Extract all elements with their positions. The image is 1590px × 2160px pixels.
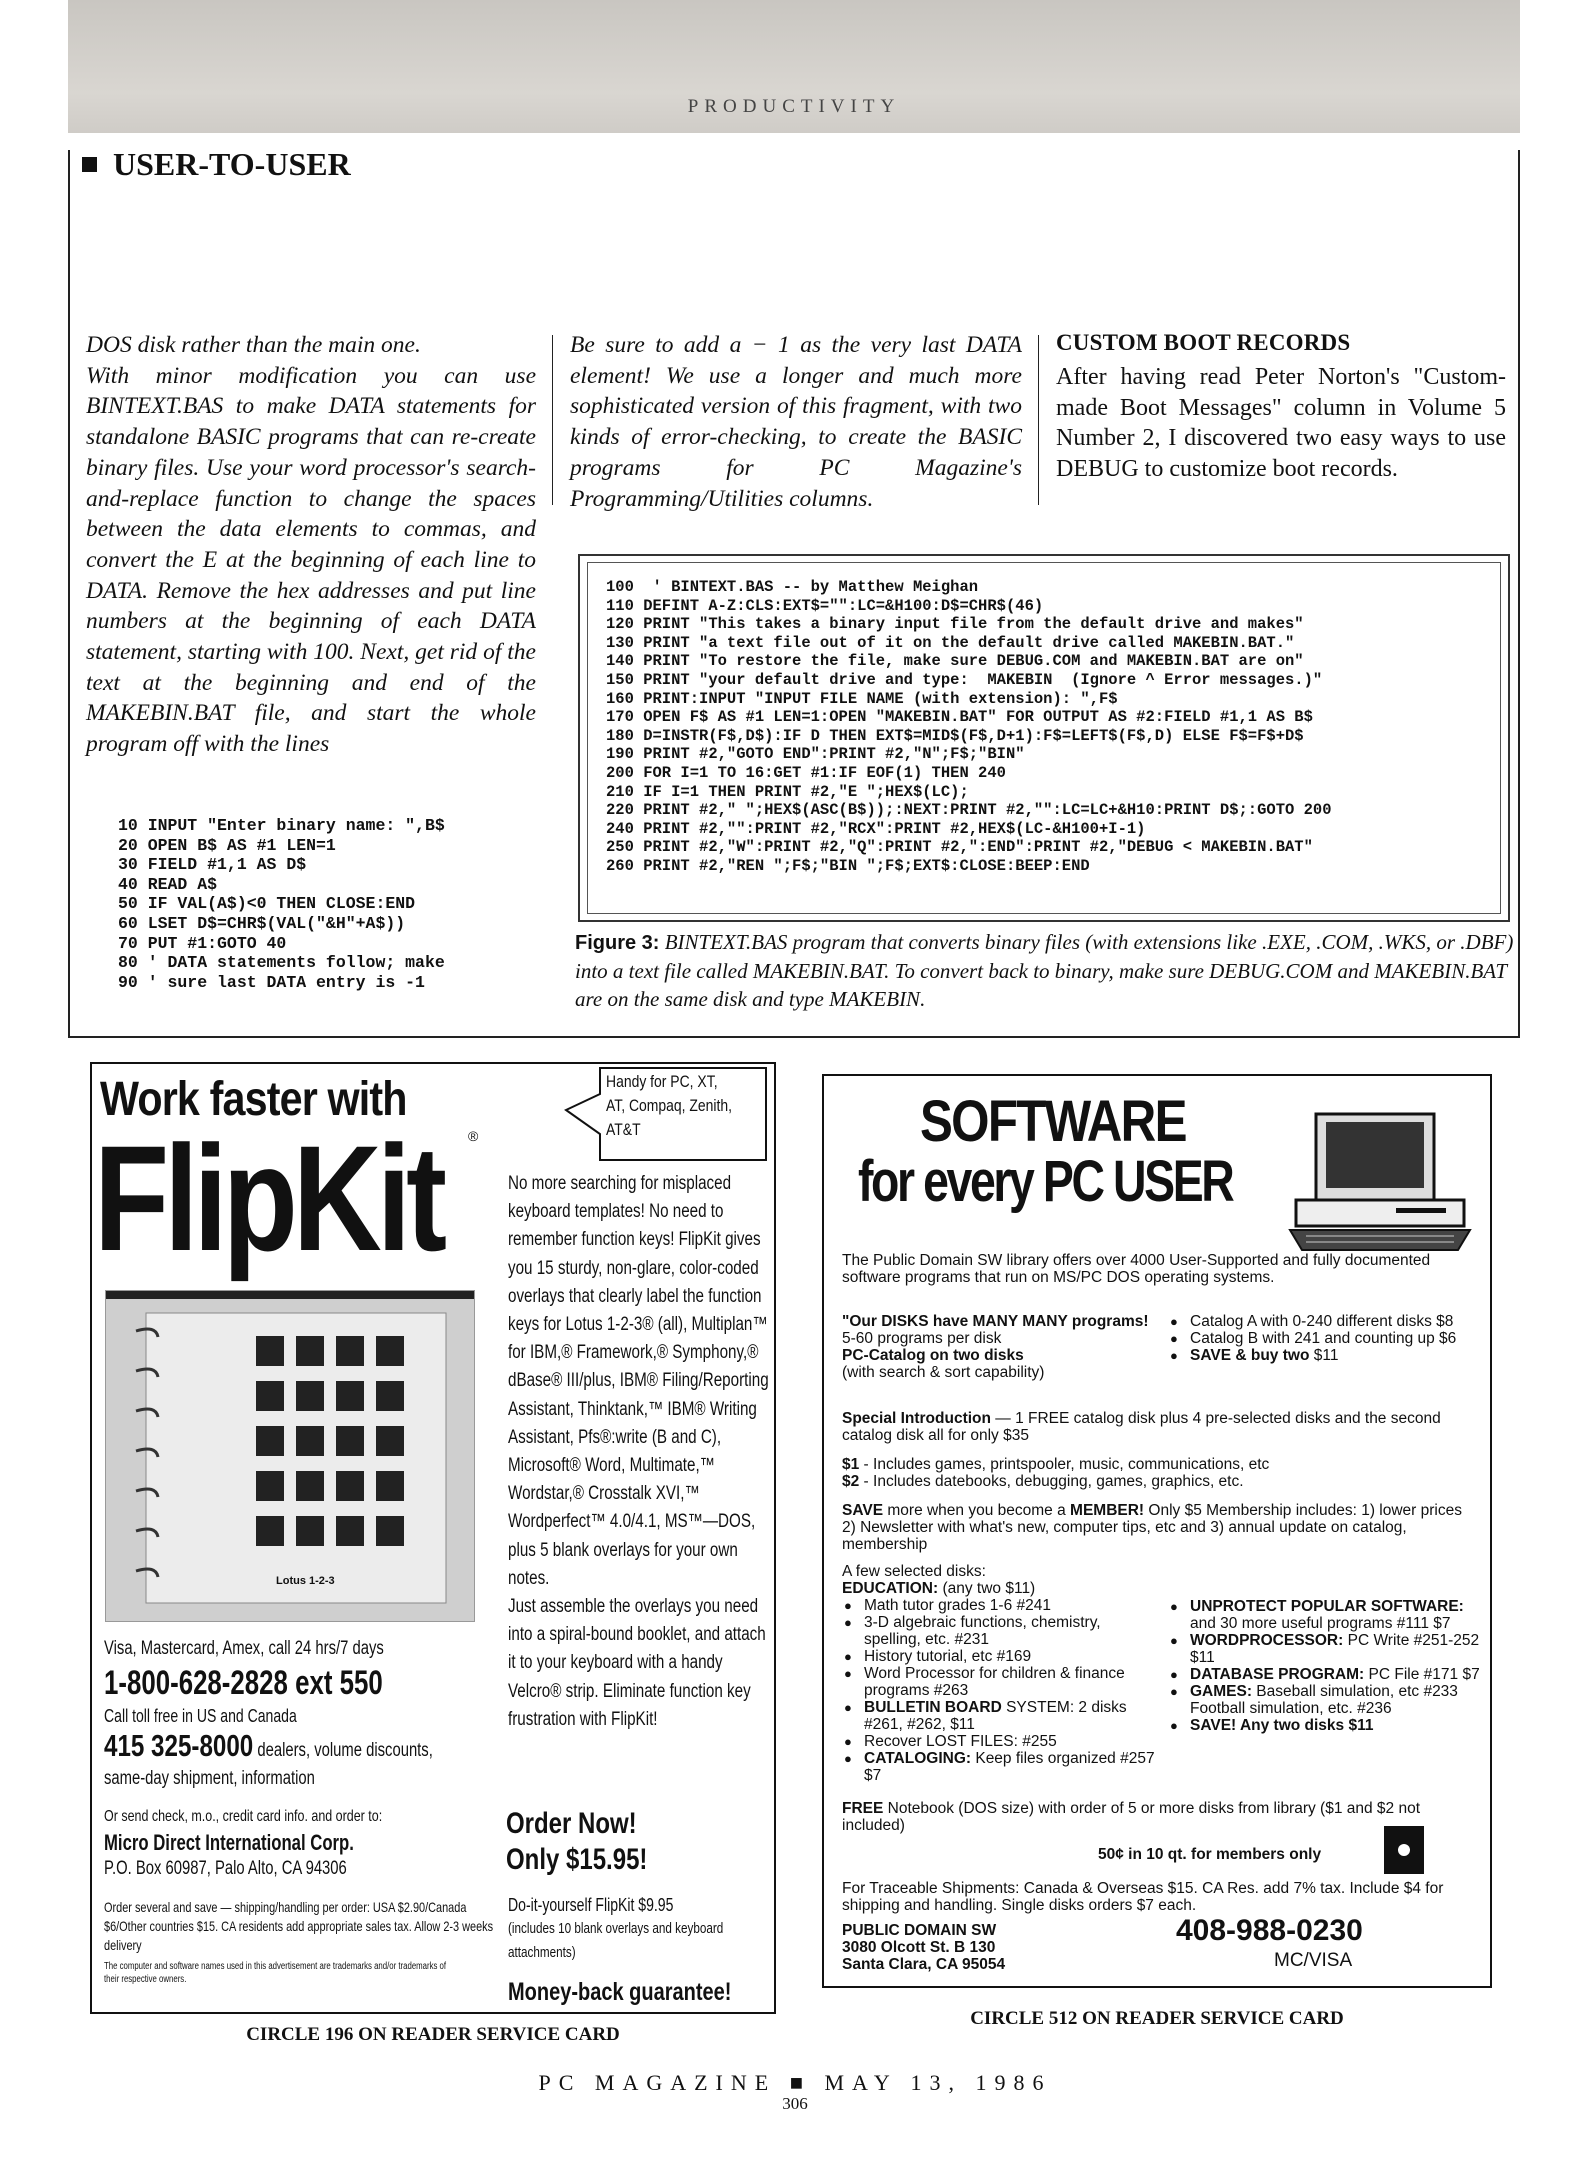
flipkit-product-photo — [105, 1290, 475, 1622]
flipkit-company: Micro Direct International Corp. — [104, 1830, 354, 1855]
education-suffix: (any two $11) — [938, 1580, 1036, 1597]
software-phone: 408-988-0230 — [1176, 1914, 1363, 1947]
computer-icon — [1286, 1110, 1474, 1254]
s1-text: - Includes games, printspooler, music, communications, etc — [859, 1456, 1270, 1473]
price-label: Only $15.95! — [506, 1843, 648, 1876]
software-catalog-list — [1168, 1313, 1480, 1364]
free-label: FREE — [842, 1800, 884, 1817]
article-column-2: Be sure to add a − 1 as the very last DATA element! We use a longer and much more sophisticated version of this fragment, with two kinds of error-checking, to create the BASIC programs for PC Magazine's Programming/Utilities columns. — [570, 332, 1022, 512]
save-rest: Only $5 Membership includes: 1) lower prices 2) Newsletter with what's new, computer tips, etc and 3) annual update on catalog, membership — [842, 1502, 1462, 1553]
selected-disks-left — [842, 1563, 1158, 1784]
special-label: Special Introduction — [842, 1410, 991, 1427]
catalog-a: ● Catalog A with 0-240 different disks $8 — [1168, 1313, 1480, 1330]
list-item: ● 3-D algebraic functions, chemistry, spelling, etc. #231 — [842, 1614, 1158, 1648]
figure-caption — [575, 928, 1515, 1013]
save-buy-two-label: SAVE & buy two — [1190, 1347, 1310, 1364]
order-now-label: Order Now! — [506, 1807, 637, 1840]
members-price: 50¢ in 10 qt. for members only — [1098, 1846, 1322, 1863]
list-item — [1168, 1683, 1480, 1717]
flipkit-diy — [508, 1894, 742, 1964]
list-item: ● Math tutor grades 1-6 #241 — [842, 1597, 1158, 1614]
list-item: ● Recover LOST FILES: #255 — [842, 1733, 1158, 1750]
list-item — [1168, 1666, 1480, 1683]
flipkit-logo: FlipKit — [94, 1114, 443, 1282]
flipkit-description: No more searching for misplaced keyboard templates! No need to remember function keys! FlipKit gives you 15 sturdy, non-glare, color-coded overlays that clearly label the function keys for Lotus 1-2-3® (all), Multiplan™ for IBM,® Framework,® Symphony,® dBase® III/plus, IBM® Filing/Reporting Assistant, Thinktank,™ IBM® Writing Assistant, Pfs®:write (B and C), Microsoft® Word, Multimate,™ Wordstar,® Crosstalk XVI,™ Wordperfect™ 4.0/4.1, MS™—DOS, plus 5 blank overlays for your own notes. Just assemble the overlays you need into a spiral-bound booklet, and attach it to your keyboard with a handy Velcro® strip. Eliminate function key frustration with FlipKit! — [508, 1173, 769, 1730]
s2-label: $2 — [842, 1473, 860, 1490]
address-name: PUBLIC DOMAIN SW — [842, 1922, 997, 1939]
figure-caption-text: BINTEXT.BAS program that converts binary files (with extensions like .EXE, .COM, .WKS, or .DBF) into a text file called MAKEBIN.BAT. To convert back to binary, make sure DEBUG.COM and MAKEBIN.BAT are on the same disk and type MAKEBIN. — [575, 930, 1514, 1011]
page-number: 306 — [782, 2094, 808, 2113]
bulletin-text: SYSTEM: 2 disks #261, #262, $11 — [864, 1699, 1127, 1733]
flipkit-address: P.O. Box 60987, Palo Alto, CA 94306 — [104, 1858, 347, 1879]
figure-label: Figure 3: — [575, 932, 660, 954]
save-buy-two — [1168, 1347, 1480, 1364]
column-rule — [1038, 335, 1039, 505]
software-payment: MC/VISA — [1274, 1950, 1353, 1971]
catalog-b: ● Catalog B with 241 and counting up $6 — [1168, 1330, 1480, 1347]
unprotect-text: and 30 more useful programs #111 $7 — [1190, 1615, 1451, 1632]
flipkit-phone-tollfree: 1-800-628-2828 ext 550 — [104, 1664, 383, 1702]
price-tiers — [842, 1456, 1478, 1490]
flipkit-payment-info: Visa, Mastercard, Amex, call 24 hrs/7 days — [104, 1638, 384, 1659]
s1-label: $1 — [842, 1456, 860, 1473]
pc-catalog: PC-Catalog on two disks — [842, 1347, 1024, 1364]
games-label: GAMES: — [1190, 1683, 1252, 1700]
diy-note: (includes 10 blank overlays and keyboard attachments) — [508, 1920, 724, 1961]
flipkit-order-now — [506, 1806, 647, 1878]
list-item: ● SAVE! Any two disks $11 — [1168, 1717, 1480, 1734]
wordprocessor-label: WORDPROCESSOR: — [1190, 1632, 1344, 1649]
flipkit-headline: Work faster with — [100, 1073, 407, 1126]
flipkit-photo-label: Lotus 1-2-3 — [276, 1575, 335, 1587]
education-label: EDUCATION: — [842, 1580, 939, 1597]
flipkit-compatibility: Handy for PC, XT, AT, Compaq, Zenith, AT&T — [606, 1072, 733, 1139]
list-item: ● Word Processor for children & finance programs #263 — [842, 1665, 1158, 1699]
special-text: — 1 FREE catalog disk plus 4 pre-selected disks and the second catalog disk all for only $35 — [842, 1410, 1441, 1444]
flipkit-phone-number: 415 325-8000 — [104, 1728, 254, 1763]
department-label: USER-TO-USER — [113, 146, 351, 182]
software-subheadline: for every PC USER — [858, 1149, 1233, 1214]
selected-disks-right — [1168, 1598, 1480, 1734]
wordprocessor-text: PC Write #251-252 $11 — [1190, 1632, 1480, 1666]
address-street: 3080 Olcott St. B 130 — [842, 1939, 996, 1956]
flipkit-phone-dealers — [104, 1728, 447, 1793]
save-label: SAVE — [842, 1502, 884, 1519]
registered-mark: ® — [468, 1128, 479, 1144]
software-address — [842, 1922, 1142, 1973]
search-sort: (with search & sort capability) — [842, 1364, 1045, 1381]
flipkit-tollfree-note: Call toll free in US and Canada — [104, 1706, 297, 1726]
unprotect-label: UNPROTECT POPULAR SOFTWARE: — [1190, 1598, 1464, 1615]
reader-service-label: CIRCLE 196 ON READER SERVICE CARD — [246, 2024, 620, 2045]
list-item — [842, 1750, 1158, 1784]
list-item: ● History tutorial, etc #169 — [842, 1648, 1158, 1665]
flipkit-dealers-note: dealers, volume discounts, same-day shipment, information — [104, 1740, 433, 1789]
shipping-info: For Traceable Shipments: Canada & Overseas $15. CA Res. add 7% tax. Include $4 for shipping and handling. Single disks orders $7 each. — [842, 1880, 1444, 1914]
reader-service-label: CIRCLE 512 ON READER SERVICE CARD — [970, 2008, 1344, 2029]
few-selected: A few selected disks: — [842, 1563, 986, 1580]
department-title — [82, 146, 351, 183]
bulletin-label: BULLETIN BOARD — [864, 1699, 1002, 1716]
software-intro: The Public Domain SW library offers over 4000 User-Supported and fully documented software programs that run on MS/PC DOS operating systems. — [842, 1252, 1431, 1286]
flipkit-order-instructions: Or send check, m.o., credit card info. and order to: — [104, 1808, 383, 1825]
games-text: Baseball simulation, etc #233 Football simulation, etc. #236 — [1190, 1683, 1458, 1717]
square-bullet-icon — [82, 157, 97, 172]
figure-code-listing: 100 ' BINTEXT.BAS -- by Matthew Meighan 110 DEFINT A-Z:CLS:EXT$="":LC=&H100:D$=CHR$(46) 120 PRINT "This takes a binary input file from the default drive and makes" 130 PRINT "a text file out of it on the default drive called MAKEBIN.BAT." 140 PRINT "To restore the file, make sure DEBUG.COM and MAKEBIN.BAT are on" 150 PRINT "your default drive and type: MAKEBIN (Ignore ^ Error messages.)" 160 PRINT:INPUT "INPUT FILE NAME (with extension): ",F$ 170 OPEN F$ AS #1 LEN=1:OPEN "MAKEBIN.BAT" FOR OUTPUT AS #2:FIELD #1,1 AS B$ 180 D=INSTR(F$,D$):IF D THEN EXT$=MID$(F$,D+1):F$=LEFT$(F$,D) ELSE F$=F$+D$ 190 PRINT #2,"GOTO END":PRINT #2,"N";F$;"BIN" 200 FOR I=1 TO 16:GET #1:IF EOF(1) THEN 240 210 IF I=1 THEN PRINT #2,"E ";HEX$(LC); 220 PRINT #2," ";HEX$(ASC(B$));:NEXT:PRINT #2,"":LC=LC+&H10:PRINT D$;:GOTO 200 240 PRINT #2,"":PRINT #2,"RCX":PRINT #2,HEX$(LC-&H100+I-1) 250 PRINT #2,"W":PRINT #2,"Q":PRINT #2,":END":PRINT #2,"DEBUG < MAKEBIN.BAT" 260 PRINT #2,"REN ";F$;"BIN ";F$;EXT$:CLOSE:BEEP:END — [606, 578, 1332, 875]
database-text: PC File #171 $7 — [1364, 1666, 1480, 1683]
s2-text: - Includes datebooks, debugging, games, graphics, etc. — [859, 1473, 1244, 1490]
our-disks: "Our DISKS have MANY MANY programs! — [842, 1313, 1149, 1330]
cataloging-label: CATALOGING: — [864, 1750, 972, 1767]
programs-per-disk: 5-60 programs per disk — [842, 1330, 1002, 1347]
database-label: DATABASE PROGRAM: — [1190, 1666, 1365, 1683]
software-headline: SOFTWARE — [920, 1089, 1186, 1154]
diy-label: Do-it-yourself FlipKit $9.95 — [508, 1895, 674, 1915]
save-text: more when you become a — [883, 1502, 1071, 1519]
flipkit-guarantee: Money-back guarantee! — [508, 1978, 732, 2006]
software-disks-info — [842, 1313, 1158, 1381]
flipkit-trademark-note: The computer and software names used in this advertisement are trademarks and/or trademarks of their respective owners. — [104, 1961, 447, 1985]
list-item — [842, 1699, 1158, 1733]
special-introduction — [842, 1410, 1478, 1444]
section-label: PRODUCTIVITY — [687, 96, 901, 117]
membership-info — [842, 1502, 1478, 1553]
article-column-3: After having read Peter Norton's "Custom-made Boot Messages" column in Volume 5 Number 2, I discovered two easy ways to use DEBUG to customize boot records. — [1056, 364, 1506, 483]
column-rule — [552, 335, 553, 505]
cataloging-text: Keep files organized #257 $7 — [864, 1750, 1155, 1784]
save-buy-two-price: $11 — [1309, 1347, 1339, 1364]
code-listing-small: 10 INPUT "Enter binary name: ",B$ 20 OPEN B$ AS #1 LEN=1 30 FIELD #1,1 AS D$ 40 READ A$ 50 IF VAL(A$)<0 THEN CLOSE:END 60 LSET D$=CHR$(VAL("&H"+A$)) 70 PUT #1:GOTO 40 80 ' DATA statements follow; make 90 ' sure last DATA entry is -1 — [118, 816, 445, 992]
magazine-footer: PC MAGAZINE ■ MAY 13, 1986 — [538, 2070, 1052, 2095]
flipkit-shipping-note: Order several and save — shipping/handling per order: USA $2.90/Canada $6/Other countries $15. CA residents add appropriate sales tax. Allow 2-3 weeks delivery — [104, 1899, 494, 1953]
free-notebook — [842, 1800, 1478, 1834]
member-label: MEMBER! — [1070, 1502, 1145, 1519]
address-city: Santa Clara, CA 95054 — [842, 1956, 1006, 1973]
article-column-1: DOS disk rather than the main one. With minor modification you can use BINTEXT.BAS to make DATA statements for standalone BASIC programs that can re-create binary files. Use your word processor's search-and-replace function to change the spaces between the data elements to commas, and convert the E at the beginning of each line to DATA. Remove the hex addresses and put line numbers at the beginning of each DATA statement, starting with 100. Next, get rid of the text at the beginning and end of the MAKEBIN.BAT file, and start the whole program off with the lines — [86, 332, 536, 758]
list-item — [1168, 1632, 1480, 1666]
keyboard-overlay-icon — [106, 1291, 474, 1621]
free-text: Notebook (DOS size) with order of 5 or more disks from library ($1 and $2 not included) — [842, 1800, 1421, 1834]
floppy-disk-hole — [1398, 1844, 1410, 1856]
list-item — [1168, 1598, 1480, 1632]
section-heading: CUSTOM BOOT RECORDS — [1056, 330, 1351, 355]
